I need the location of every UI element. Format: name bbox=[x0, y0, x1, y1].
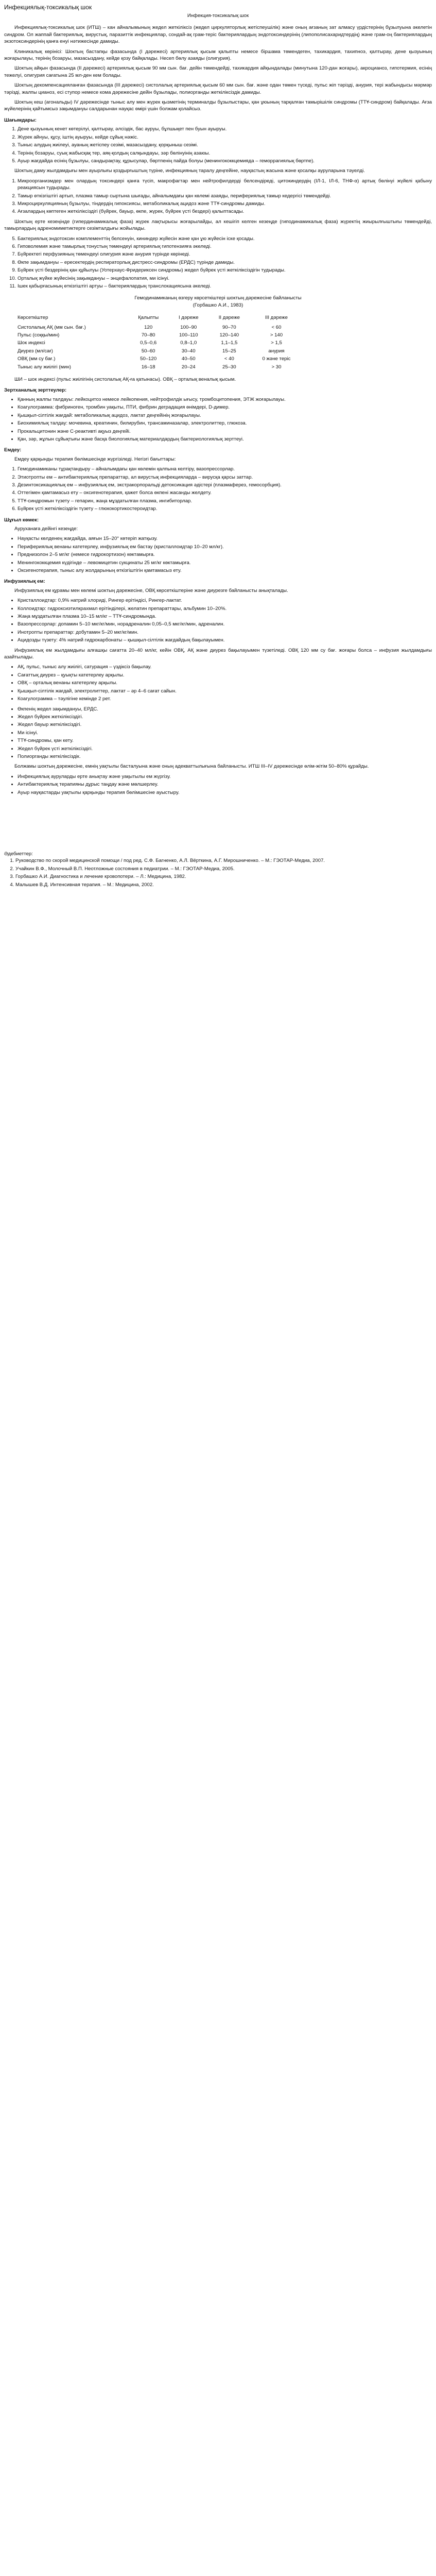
table-cell: Тыныс алу жиілігі (мин) bbox=[18, 364, 71, 370]
list-item: • Ацидозды түзету: 4% натрий гидрокарбонаты – қышқыл-сілтілік жағдайдың бақылауымен. bbox=[18, 637, 432, 643]
list-item: • ОВҚ – орталық венаны катетерлеу арқылы. bbox=[18, 680, 432, 686]
list-item: • Жедел бүйрек жеткіліксіздігі. bbox=[18, 714, 432, 720]
list-item: 4. Терінің бозаруы, суық жабысқақ тер, аяқ-қолдың салқындауы, зәр бөлінуінің азаюы. bbox=[18, 150, 432, 157]
list-item: 2. Тамыр өткізгіштігі артып, плазма тамыр сыртына шығады, айналымдағы қан көлемі азаяды, перифериялық тамыр кедергісі төмендейді. bbox=[18, 193, 432, 199]
hemodynamics-table bbox=[14, 314, 303, 371]
section-heading-labs: Зертханалық зерттеулер: bbox=[4, 387, 67, 394]
list-item: 4. Ағзалардың көптеген жеткіліксіздігі (бүйрек, бауыр, өкпе, жүрек, бүйрек үсті бездері) қалыптасады. bbox=[18, 208, 432, 215]
list-item: • Антибактериялық терапияны дұрыс таңдау және мөлшерлеу. bbox=[18, 781, 432, 788]
pathogenesis-note: Шоктың ерте кезеңінде (гипердинамикалық фаза) жүрек лақтырысы жоғарылайды, ал кешігіп келген кезеңде (гиподинамикалық фаза) жүректің жиырылғыштығы төмендейді, тамырлардың адреномиметиктерге сезімталдығы жойылады. bbox=[4, 218, 432, 232]
table-note: ШИ – шок индексі (пульс жиілігінің систолалық АҚ-ға қатынасы). ОВҚ – орталық веналық қысым. bbox=[14, 377, 236, 383]
table-cell: 1,1–1,5 bbox=[221, 340, 238, 346]
table-cell: 15–25 bbox=[222, 348, 236, 354]
table-header-cell: III дәреже bbox=[265, 315, 288, 321]
treatment-list bbox=[4, 466, 432, 512]
table-cell: Систолалық АҚ (мм сын. бағ.) bbox=[18, 324, 86, 330]
emergency-intro: Ауруханаға дейінгі кезеңде: bbox=[14, 526, 78, 532]
infusion-intro: Инфузиялық ем құрамы мен көлемі шоктың дәрежесіне, ОВҚ көрсеткіштеріне және диурезге байланысты анықталады. bbox=[14, 587, 288, 594]
table-cell: > 1,5 bbox=[271, 340, 282, 346]
list-item: • Сағаттық диурез – қуықты катетерлеу арқылы. bbox=[18, 672, 432, 679]
list-item: 6. Гиповолемия және тамырлық тонустың төмендеуі артериялық гипотензияға әкеледі. bbox=[18, 243, 432, 250]
list-item: 8. Өкпе зақымдануы – ересектердің респираторлық дистресс-синдромы (ЕРДС) түрінде дамиды. bbox=[18, 259, 432, 266]
list-item: 10. Орталық жүйке жүйесінің зақымдануы – энцефалопатия, ми ісінуі. bbox=[18, 275, 432, 282]
list-item: • Ауыр науқастарды уақтылы қарқынды терапия бөлімшесіне ауыстыру. bbox=[18, 789, 432, 796]
table-cell: ОВҚ (мм су бағ.) bbox=[18, 356, 56, 362]
list-item: • Биохимиялық талдау: мочевина, креатинин, билирубин, трансаминазалар, электролиттер, глюкоза. bbox=[18, 420, 432, 427]
list-item: 5. Бактериялық эндотоксин комплементтің белсенуін, кининдер жүйесін және қан ұю жүйесін іске қосады. bbox=[18, 235, 432, 242]
table-cell: 50–120 bbox=[140, 356, 157, 362]
reference-item: 3. Горбашко А.И. Диагностика и лечение кровопотери. – Л.: Медицина, 1982. bbox=[15, 873, 432, 880]
list-item: 11. Ішек қабырғасының өткізгіштігі артуы – бактериялардың транслокациясына әкеледі. bbox=[18, 283, 432, 290]
table-cell: 120 bbox=[144, 324, 153, 330]
table-cell: 16–18 bbox=[141, 364, 155, 370]
list-item: • АҚ, пульс, тыныс алу жиілігі, сатурация – үздіксіз бақылау. bbox=[18, 664, 432, 670]
table-cell: 20–24 bbox=[181, 364, 196, 370]
table-cell: > 30 bbox=[271, 364, 282, 370]
list-item: • Менингококкцемия күдігінде – левомицетин сукцинаты 25 мг/кг көктамырға. bbox=[18, 560, 432, 566]
table-cell: 120–140 bbox=[219, 332, 239, 338]
list-item: • Қышқыл-сілтілік жағдай, электролиттер, лактат – әр 4–6 сағат сайын. bbox=[18, 688, 432, 694]
list-item: • Жаңа мұздатылған плазма 10–15 мл/кг – ТТҰ-синдромында. bbox=[18, 613, 432, 620]
complications-list bbox=[4, 706, 432, 760]
table-header-cell: I дәреже bbox=[178, 315, 199, 321]
list-item: • Инфекциялық ауруларды ерте анықтау және уақытылы ем жүргізу. bbox=[18, 773, 432, 780]
table-row bbox=[14, 331, 303, 339]
intro-paragraph: Шоктың декомпенсацияланған фазасында (III дәрежесі) систолалық артериялық қысым 60 мм сын. бағ. және одан төмен түседі, пульс жіп тәрізді, анурия, тері жабындысы мәрмәр тәрізді, жалпы цианоз, есі ступор немесе кома дәрежесіне дейін бұзылады, полиорганды жеткіліксіздік дамиды. bbox=[4, 82, 432, 95]
list-item: 3. Дезинтоксикациялық ем – инфузиялық ем, экстракорпоральді детоксикация әдістері (плазмаферез, гемосорбция). bbox=[18, 482, 432, 488]
table-cell: 70–80 bbox=[141, 332, 155, 338]
list-item: 5. Ауыр жағдайда есінің бұзылуы, сандырақтау, құрысулар, бөртпенің пайда болуы (менингококкцемияда – геморрагиялық бөртпе). bbox=[18, 158, 432, 164]
list-item: • Жедел бүйрек үсті жеткіліксіздігі. bbox=[18, 745, 432, 752]
list-item: 3. Тыныс алудың жиілеуі, ауаның жетіспеу сезімі, мазасыздану, қорқыныш сезімі. bbox=[18, 142, 432, 148]
document-title: Инфекциялық-токсикалық шок bbox=[4, 4, 92, 11]
pathogenesis-extra-list bbox=[4, 235, 432, 290]
table-cell: Диурез (мл/сағ) bbox=[18, 348, 53, 354]
list-item: • Вазопрессорлар: допамин 5–10 мкг/кг/мин, норадреналин 0,05–0,5 мкг/кг/мин, адреналин. bbox=[18, 621, 432, 628]
table-header-cell: Қалыпты bbox=[138, 315, 159, 321]
table-cell: 50–60 bbox=[141, 348, 155, 354]
references-title: Әдебиеттер: bbox=[4, 851, 33, 857]
pathogenesis-list bbox=[4, 178, 432, 215]
table-cell: Шок индексі bbox=[18, 340, 45, 346]
intro-paragraph: Шоктың кеш (агональды) IV дәрежесінде тыныс алу мен жүрек қызметінің терминалды бұзылыстары, қан ұюының тарқалған тамырішілік синдромы (ТТҰ-синдром) байқалады. Ағза жүйелерінің қайтымсыз зақымдануы салдарынан науқас өмірі үшін болжам қолайсыз. bbox=[4, 99, 432, 112]
table-cell: 90–70 bbox=[222, 324, 236, 330]
table-header-cell: II дәреже bbox=[218, 315, 240, 321]
table-cell: < 60 bbox=[271, 324, 282, 330]
intro-paragraph: Шоктың айқын фазасында (II дәрежесі) артериялық қысым 90 мм сын. бағ. дейін төмендейді, тахикардия айқындалады (минутына 120-дан жоғары), акроцианоз, гипотермия, есінің тежелуі, олигурия сағатына 25 мл-ден кем болады. bbox=[4, 65, 432, 78]
list-item: • ТТҰ-синдромы, қан кету. bbox=[18, 737, 432, 744]
list-item: • Инотропты препараттар: добутамин 5–20 мкг/кг/мин. bbox=[18, 629, 432, 636]
list-item: • Коагулограмма – тәулігіне кемінде 2 рет. bbox=[18, 696, 432, 702]
list-item: • Ми ісінуі. bbox=[18, 730, 432, 736]
list-item: • Оксигенотерапия, тыныс алу жолдарының өткізгіштігін қамтамасыз ету. bbox=[18, 567, 432, 574]
infusion-note: Инфузиялық ем жылдамдығы алғашқы сағатта 20–40 мл/кг, кейін ОВҚ, АҚ және диурез бақылауымен түзетіледі. ОВҚ 120 мм су бағ. жоғары болса – инфузия жылдамдығы азайтылады. bbox=[4, 647, 432, 660]
table-cell: 100–90 bbox=[180, 324, 197, 330]
intro-paragraph: Клиникалық көрінісі: Шоктың бастапқы фазасында (I дәрежесі) артериялық қысым қалыпты немесе біршама төмендеген, тахикардия, тахипноэ, қалтырау, дене қызуының жоғарылауы, терінің бозаруы, мазасыздану, кейде қозу байқалады. Несеп бөлу азаяды (олигурия). bbox=[4, 48, 432, 62]
document-subtitle: Инфекция-токсикалық шок bbox=[187, 13, 249, 19]
emergency-list bbox=[4, 535, 432, 574]
list-item: • Жедел бауыр жеткіліксіздігі. bbox=[18, 721, 432, 728]
list-item: 2. Этиотропты ем – антибактериялық препараттар, ал вирустық инфекцияларда – вирусқа қарсы заттар. bbox=[18, 474, 432, 481]
table-title: Гемодинамиканың өзгеру көрсеткіштері шоктың дәрежесіне байланысты bbox=[134, 295, 302, 301]
table-cell: 25–30 bbox=[222, 364, 236, 370]
table-row bbox=[14, 363, 303, 371]
monitoring-list bbox=[4, 664, 432, 702]
list-item: • Полиорганды жеткіліксіздік. bbox=[18, 753, 432, 760]
table-cell: 0,8–1,0 bbox=[180, 340, 197, 346]
complications-note: Болжамы шоктың дәрежесіне, емнің уақтылы басталуына және оның адекваттылығына байланысты. ИТШ III–IV дәрежесінде өлім-жітім 50–80% құрайды. bbox=[14, 764, 369, 770]
table-header-row bbox=[14, 314, 303, 323]
list-item: • Коллоидтар: гидроксиэтилкрахмал ерітінділері, желатин препараттары, альбумин 10–20%. bbox=[18, 605, 432, 612]
complaints-note: Шоктың даму жылдамдығы мен ауырлығы қоздырғыштың түріне, инфекцияның таралу деңгейіне, науқастың жасына және қосалқы ауруларына тәуелді. bbox=[14, 168, 365, 174]
table-cell: анурия bbox=[268, 348, 285, 354]
table-cell: > 140 bbox=[270, 332, 283, 338]
complaints-list bbox=[4, 126, 432, 164]
list-item: • Өкпенің жедел зақымдануы, ЕРДС. bbox=[18, 706, 432, 713]
list-item: • Перифериялық венаны катетерлеу, инфузиялық ем бастау (кристаллоидтар 10–20 мл/кг). bbox=[18, 544, 432, 550]
references-list bbox=[4, 857, 432, 888]
table-cell: 0 және теріс bbox=[262, 356, 291, 362]
list-item: • Коагулограмма: фибриноген, тромбин уақыты, ПТИ, фибрин деградация өнімдері, D-димер. bbox=[18, 404, 432, 411]
list-item: 3. Микроциркуляцияның бұзылуы, тіндердің гипоксиясы, метаболикалық ацидоз және ТТҰ-синдромы дамиды. bbox=[18, 200, 432, 207]
list-item: • Прокальцитонин және С-реактивті ақуыз деңгейі. bbox=[18, 428, 432, 435]
section-heading-treatment: Емдеу: bbox=[4, 447, 22, 453]
section-heading-infusion: Инфузиялық ем: bbox=[4, 579, 45, 585]
list-item: • Кристаллоидтар: 0,9% натрий хлориді, Рингер ерітіндісі, Рингер-лактат. bbox=[18, 597, 432, 604]
table-row bbox=[14, 324, 303, 331]
intro-paragraph: Инфекциялық-токсикалық шок (ИТШ) – кан айналымының жедел жеткіліксіз (жедел циркуляторлық жетіспеушілік) және оның ағзаның зат алмасу үрдістерінің бұзылуына әкелетін синдром. Ол жаппай бактериялық, вирустық, паразиттік инфекциялар, сондай-ақ грам-теріс бактериялардың эндотоксиндерінің (липополисахаридтердің) және грам-оң бактериялардың экзотоксиндерінің қанға енуі нәтижесінде дамиды. bbox=[4, 25, 432, 45]
document-page bbox=[0, 0, 436, 912]
list-item: • Преднизолон 2–5 мг/кг (немесе гидрокортизон) көктамырға. bbox=[18, 551, 432, 558]
list-item: 6. Бүйрек үсті жеткіліксіздігін түзету – глюкокортикостероидтар. bbox=[18, 505, 432, 512]
reference-item: 1. Руководство по скорой медицинской помощи / под ред. С.Ф. Багненко, А.Л. Вёрткина, А.Г. Мирошниченко. – М.: ГЭОТАР-Медиа, 2007. bbox=[15, 857, 432, 864]
reference-item: 4. Малышев В.Д. Интенсивная терапия. – М.: Медицина, 2002. bbox=[15, 882, 432, 888]
infusion-list bbox=[4, 597, 432, 643]
table-cell: Пульс (соққы/мин) bbox=[18, 332, 60, 338]
table-cell: 100–110 bbox=[179, 332, 198, 338]
list-item: 1. Дене қызуының кенет көтерілуі, қалтырау, әлсіздік, бас ауруы, бұлшықет пен буын ауыруы. bbox=[18, 126, 432, 132]
blank-space bbox=[4, 799, 432, 830]
list-item: 4. Оттегімен қамтамасыз ету – оксигенотерапия, қажет болса өкпені жасанды желдету. bbox=[18, 489, 432, 496]
prevention-list bbox=[4, 773, 432, 796]
table-cell: < 40 bbox=[224, 356, 234, 362]
table-header-cell: Көрсеткіштер bbox=[18, 315, 48, 321]
table-cell: 40–50 bbox=[181, 356, 196, 362]
list-item: 1. Микроорганизмдер мен олардың токсиндері қанға түсіп, макрофагтар мен нейтрофилдерді белсендіреді, цитокиндердің (ІЛ-1, ІЛ-6, ТНФ-α) артық бөлінуі жүйелі қабыну реакциясын тудырады. bbox=[18, 178, 432, 192]
section-heading-emergency: Шұғыл көмек: bbox=[4, 517, 39, 523]
table-subtitle: (Горбашко А.И., 1983) bbox=[193, 302, 243, 308]
list-item: 9. Бүйрек үсті бездерінің қан құйылуы (Уотерхаус-Фридериксен синдромы) жедел бүйрек үсті жеткіліксіздігін тудырады. bbox=[18, 267, 432, 274]
intro-section bbox=[4, 24, 432, 112]
table-row bbox=[14, 347, 303, 355]
table-row bbox=[14, 339, 303, 347]
list-item: 7. Бүйректегі перфузияның төмендеуі олигурия және анурия түрінде көрінеді. bbox=[18, 251, 432, 258]
table-cell: 0,5–0,6 bbox=[140, 340, 157, 346]
reference-item: 2. Учайкин В.Ф., Молочный В.П. Неотложные состояния в педиатрии. – М.: ГЭОТАР-Медиа, 2005. bbox=[15, 866, 432, 872]
list-item: 5. ТТҰ-синдромын түзету – гепарин, жаңа мұздатылған плазма, ингибиторлар. bbox=[18, 498, 432, 504]
list-item: • Қанның жалпы талдауы: лейкоцитоз немесе лейкопения, нейтрофилдік ығысу, тромбоцитопения, ЭТЖ жоғарылауы. bbox=[18, 396, 432, 403]
list-item: 1. Гемодинамиканы тұрақтандыру – айналымдағы қан көлемін қалпына келтіру, вазопрессорлар. bbox=[18, 466, 432, 472]
references-section bbox=[4, 851, 432, 888]
table-row bbox=[14, 355, 303, 363]
list-item: 2. Жүрек айнуы, құсу, іштің ауыруы, кейде сұйық нәжіс. bbox=[18, 134, 432, 141]
treatment-intro: Емдеу қарқынды терапия бөлімшесінде жүргізіледі. Негізгі бағыттары: bbox=[14, 456, 176, 462]
labs-list bbox=[4, 396, 432, 443]
list-item: • Науқасты көлденең жағдайда, аяғын 15–20° көтеріп жатқызу. bbox=[18, 535, 432, 542]
list-item: • Қан, зәр, жұлын сұйықтығы және басқа биологиялық материалдардың бактериологиялық зерттеуі. bbox=[18, 436, 432, 443]
section-heading-complaints: Шағымдары: bbox=[4, 117, 37, 123]
table-cell: 30–40 bbox=[181, 348, 196, 354]
list-item: • Қышқыл-сілтілік жағдай: метаболикалық ацидоз, лактат деңгейінің жоғарылауы. bbox=[18, 412, 432, 419]
